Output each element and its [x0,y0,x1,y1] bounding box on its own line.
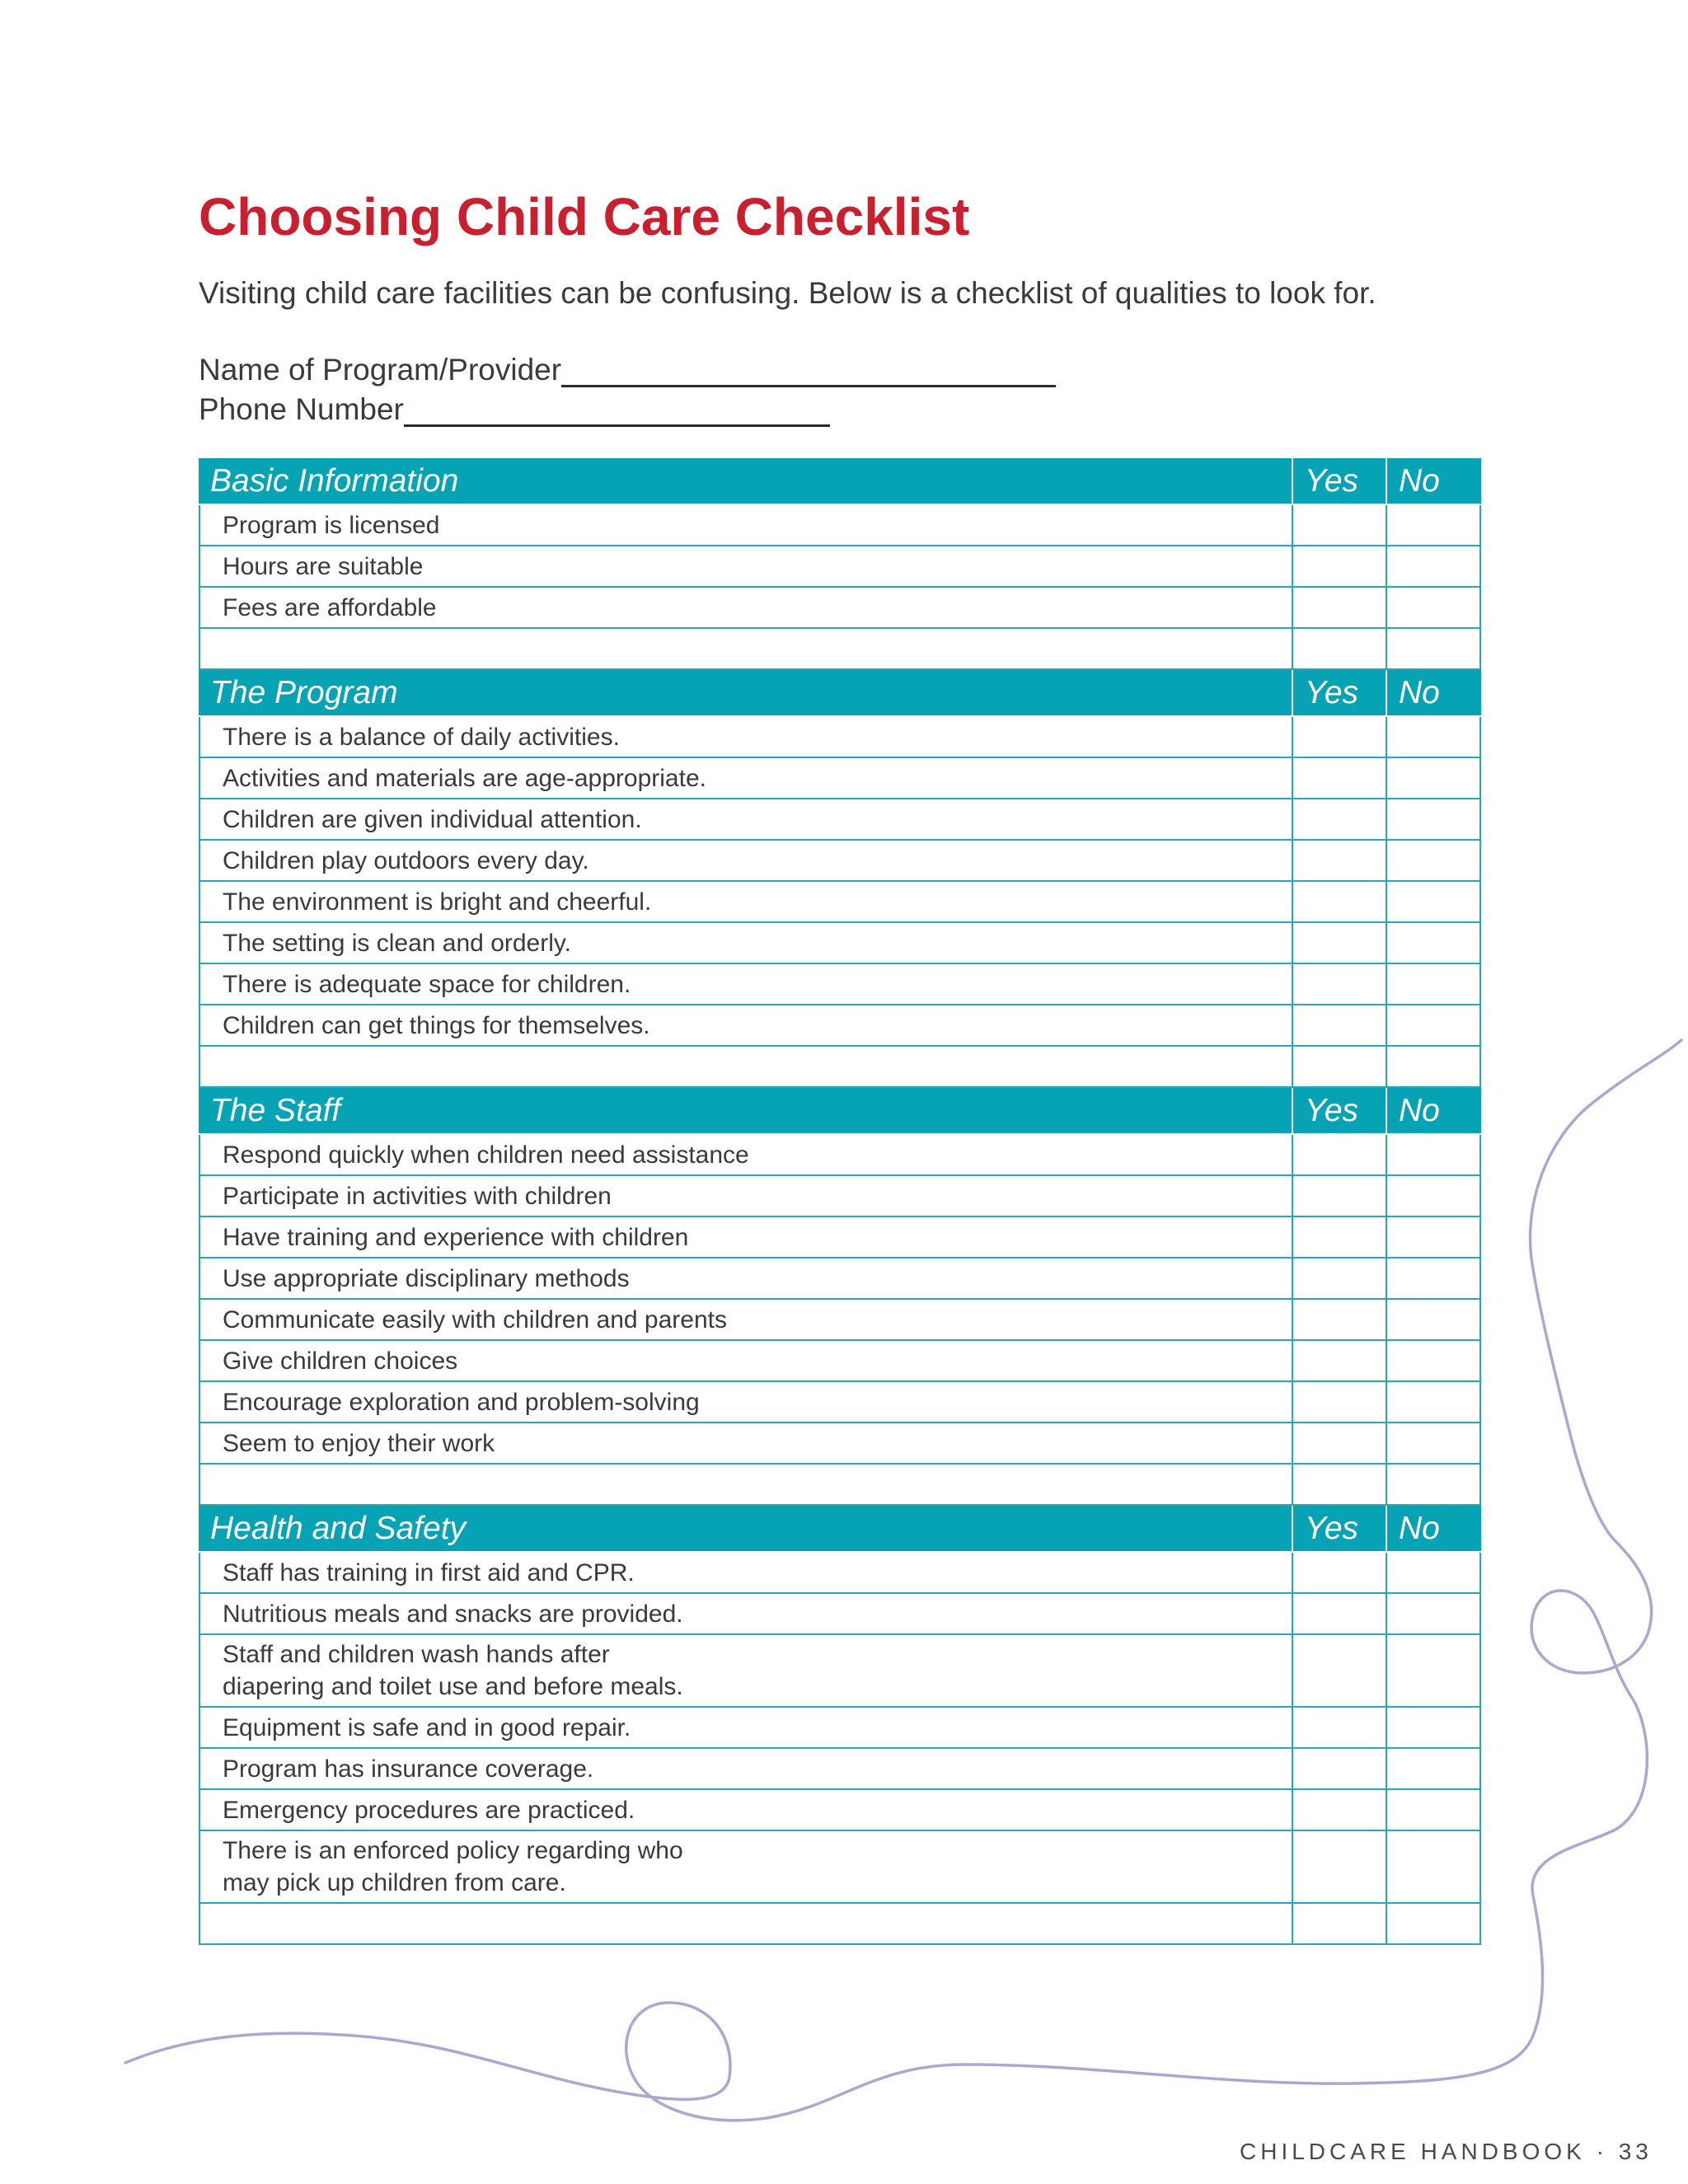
no-checkbox-cell[interactable] [1386,922,1480,963]
yes-column-heading: Yes [1292,1087,1386,1134]
yes-checkbox-cell[interactable] [1292,1464,1386,1505]
yes-checkbox-cell[interactable] [1292,1903,1386,1944]
page-subtitle: Visiting child care facilities can be confusing. Below is a checklist of qualities to look for. [199,276,1376,310]
no-checkbox-cell[interactable] [1386,1903,1480,1944]
checklist-row [199,757,1480,799]
checklist-row [199,881,1480,922]
yes-checkbox-cell[interactable] [1292,716,1386,757]
no-checkbox-cell[interactable] [1386,1340,1480,1381]
yes-checkbox-cell[interactable] [1292,1422,1386,1464]
section-header [199,1087,1480,1134]
checklist-item-label: Fees are affordable [199,587,1292,628]
yes-checkbox-cell[interactable] [1292,1005,1386,1046]
no-checkbox-cell[interactable] [1386,1789,1480,1830]
phone-number-line[interactable] [404,400,830,427]
checklist-row [199,799,1480,840]
blank-item-cell [199,628,1292,669]
no-checkbox-cell[interactable] [1386,1134,1480,1175]
section-heading: The Staff [199,1087,1292,1134]
checklist-row [199,587,1480,628]
yes-checkbox-cell[interactable] [1292,757,1386,799]
checklist-item-label: Encourage exploration and problem-solving [199,1381,1292,1422]
checklist-item-label: Participate in activities with children [199,1175,1292,1216]
yes-checkbox-cell[interactable] [1292,1593,1386,1634]
no-checkbox-cell[interactable] [1386,1175,1480,1216]
checklist-row [199,716,1480,757]
checklist-item-label: Staff has training in first aid and CPR. [199,1552,1292,1593]
blank-item-cell [199,1046,1292,1087]
checklist-item-label: Program has insurance coverage. [199,1748,1292,1789]
no-checkbox-cell[interactable] [1386,881,1480,922]
no-checkbox-cell[interactable] [1386,504,1480,546]
yes-checkbox-cell[interactable] [1292,1789,1386,1830]
checklist-item-label: Give children choices [199,1340,1292,1381]
checklist-item-label: There is an enforced policy regarding who may pick up children from care. [199,1830,1292,1903]
checklist-item-label: Children can get things for themselves. [199,1005,1292,1046]
no-checkbox-cell[interactable] [1386,546,1480,587]
yes-column-heading: Yes [1292,458,1386,504]
program-name-line[interactable] [561,360,1056,387]
checklist-row [199,1299,1480,1340]
checklist-row [199,1216,1480,1258]
checklist-item-label: Have training and experience with children [199,1216,1292,1258]
no-checkbox-cell[interactable] [1386,1005,1480,1046]
yes-checkbox-cell[interactable] [1292,1830,1386,1903]
checklist-item-label: Children play outdoors every day. [199,840,1292,881]
yes-checkbox-cell[interactable] [1292,1134,1386,1175]
yes-checkbox-cell[interactable] [1292,1340,1386,1381]
section-heading: Health and Safety [199,1505,1292,1552]
checklist-item-label: Emergency procedures are practiced. [199,1789,1292,1830]
checklist-row [199,1748,1480,1789]
checklist-item-label: Activities and materials are age-appropriate. [199,757,1292,799]
yes-checkbox-cell[interactable] [1292,881,1386,922]
checklist-row [199,1422,1480,1464]
yes-checkbox-cell[interactable] [1292,799,1386,840]
no-checkbox-cell[interactable] [1386,1422,1480,1464]
checklist-row [199,1258,1480,1299]
no-column-heading: No [1386,458,1480,504]
checklist-row [199,1830,1480,1903]
no-checkbox-cell[interactable] [1386,757,1480,799]
checklist-item-label: There is adequate space for children. [199,963,1292,1005]
yes-checkbox-cell[interactable] [1292,1175,1386,1216]
phone-number-label: Phone Number [199,392,404,426]
checklist-item-label: Program is licensed [199,504,1292,546]
no-checkbox-cell[interactable] [1386,587,1480,628]
no-checkbox-cell[interactable] [1386,1707,1480,1748]
no-checkbox-cell[interactable] [1386,1381,1480,1422]
yes-checkbox-cell[interactable] [1292,1046,1386,1087]
section-heading: The Program [199,669,1292,716]
yes-checkbox-cell[interactable] [1292,504,1386,546]
checklist-item-label: The environment is bright and cheerful. [199,881,1292,922]
checklist-row [199,1005,1480,1046]
yes-checkbox-cell[interactable] [1292,628,1386,669]
phone-number-field[interactable] [199,392,830,427]
yes-checkbox-cell[interactable] [1292,587,1386,628]
checklist-item-label: Staff and children wash hands after diapering and toilet use and before meals. [199,1634,1292,1707]
checklist-item-label: Respond quickly when children need assistance [199,1134,1292,1175]
no-checkbox-cell[interactable] [1386,963,1480,1005]
checklist-item-label: Hours are suitable [199,546,1292,587]
no-checkbox-cell[interactable] [1386,1748,1480,1789]
yes-checkbox-cell[interactable] [1292,840,1386,881]
checklist-row [199,504,1480,546]
checklist-item-label: There is a balance of daily activities. [199,716,1292,757]
section-header [199,458,1480,504]
page-footer: CHILDCARE HANDBOOK · 33 [1240,2139,1653,2164]
yes-checkbox-cell[interactable] [1292,1299,1386,1340]
no-checkbox-cell[interactable] [1386,799,1480,840]
checklist-row [199,1593,1480,1634]
yes-checkbox-cell[interactable] [1292,1258,1386,1299]
section-header [199,1505,1480,1552]
no-checkbox-cell[interactable] [1386,1634,1480,1707]
program-name-label: Name of Program/Provider [199,353,562,387]
checklist-row [199,1175,1480,1216]
checklist-row [199,1789,1480,1830]
yes-checkbox-cell[interactable] [1292,1216,1386,1258]
yes-checkbox-cell[interactable] [1292,1707,1386,1748]
yes-checkbox-cell[interactable] [1292,922,1386,963]
yes-checkbox-cell[interactable] [1292,1381,1386,1422]
no-checkbox-cell[interactable] [1386,1593,1480,1634]
no-checkbox-cell[interactable] [1386,1552,1480,1593]
yes-checkbox-cell[interactable] [1292,546,1386,587]
no-checkbox-cell[interactable] [1386,1299,1480,1340]
blank-row [199,1903,1480,1944]
checklist-item-label: Children are given individual attention. [199,799,1292,840]
section-heading: Basic Information [199,458,1292,504]
yes-checkbox-cell[interactable] [1292,1552,1386,1593]
checklist-row [199,546,1480,587]
no-checkbox-cell[interactable] [1386,1046,1480,1087]
no-checkbox-cell[interactable] [1386,1258,1480,1299]
no-column-heading: No [1386,1505,1480,1552]
checklist-row [199,963,1480,1005]
checklist-item-label: Nutritious meals and snacks are provided. [199,1593,1292,1634]
yes-checkbox-cell[interactable] [1292,1634,1386,1707]
checklist-item-label: Communicate easily with children and parents [199,1299,1292,1340]
no-column-heading: No [1386,1087,1480,1134]
page-title: Choosing Child Care Checklist [199,187,970,246]
checklist-item-label: Use appropriate disciplinary methods [199,1258,1292,1299]
checklist-item-label: Equipment is safe and in good repair. [199,1707,1292,1748]
no-checkbox-cell[interactable] [1386,716,1480,757]
blank-item-cell [199,1464,1292,1505]
checklist-row [199,1134,1480,1175]
checklist-row [199,922,1480,963]
no-checkbox-cell[interactable] [1386,1464,1480,1505]
no-column-heading: No [1386,669,1480,716]
blank-row [199,1046,1480,1087]
checklist-row [199,1552,1480,1593]
checklist-row [199,1707,1480,1748]
blank-item-cell [199,1903,1292,1944]
no-checkbox-cell[interactable] [1386,1216,1480,1258]
section-header [199,669,1480,716]
checklist-row [199,840,1480,881]
checklist-item-label: The setting is clean and orderly. [199,922,1292,963]
checklist-row [199,1340,1480,1381]
checklist-item-label: Seem to enjoy their work [199,1422,1292,1464]
no-checkbox-cell[interactable] [1386,628,1480,669]
blank-row [199,1464,1480,1505]
checklist-row [199,1381,1480,1422]
program-name-field[interactable] [199,353,1056,387]
blank-row [199,628,1480,669]
yes-checkbox-cell[interactable] [1292,1748,1386,1789]
yes-column-heading: Yes [1292,1505,1386,1552]
checklist-table [199,458,1481,1945]
yes-checkbox-cell[interactable] [1292,963,1386,1005]
yes-column-heading: Yes [1292,669,1386,716]
checklist-row [199,1634,1480,1707]
no-checkbox-cell[interactable] [1386,840,1480,881]
no-checkbox-cell[interactable] [1386,1830,1480,1903]
